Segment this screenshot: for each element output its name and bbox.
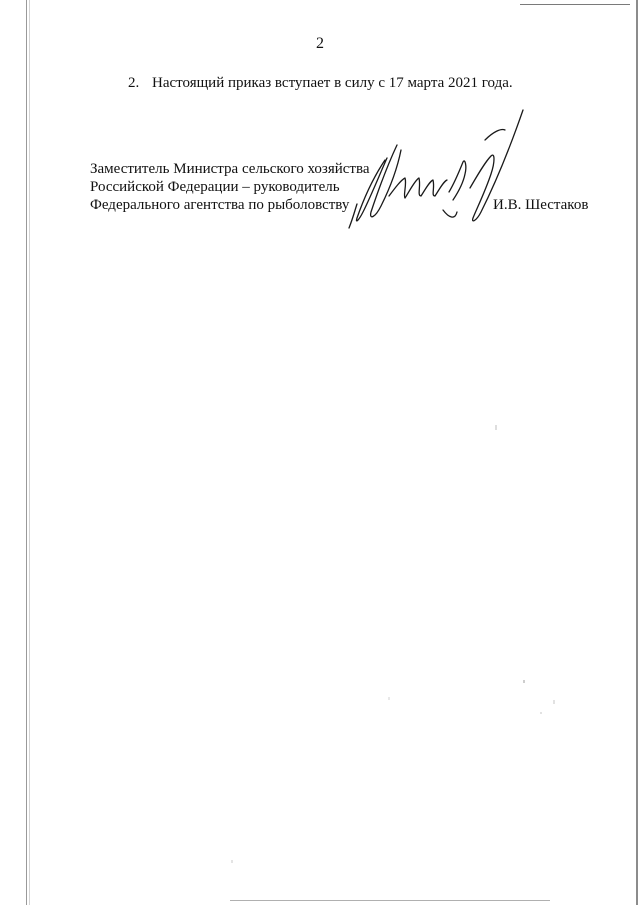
clause-number: 2. — [128, 75, 140, 91]
scan-edge-right — [636, 0, 638, 905]
signatory-position-line-1: Заместитель Министра сельского хозяйства — [90, 161, 370, 177]
clause-text: Настоящий приказ вступает в силу с 17 марта 2021 года. — [152, 75, 513, 91]
scan-edge-top — [520, 4, 630, 5]
clause-paragraph — [128, 73, 513, 93]
signatory-position-line-2: Российской Федерации – руководитель — [90, 179, 340, 195]
page-number: 2 — [316, 35, 324, 52]
handwritten-signature — [345, 100, 535, 240]
scan-edge-left-inner — [29, 0, 30, 905]
signer-name: И.В. Шестаков — [493, 197, 589, 213]
scan-edge-bottom — [230, 900, 550, 901]
scan-edge-left — [26, 0, 27, 905]
signatory-position-line-3: Федерального агентства по рыболовству — [90, 197, 350, 213]
signatory-position — [90, 160, 370, 214]
